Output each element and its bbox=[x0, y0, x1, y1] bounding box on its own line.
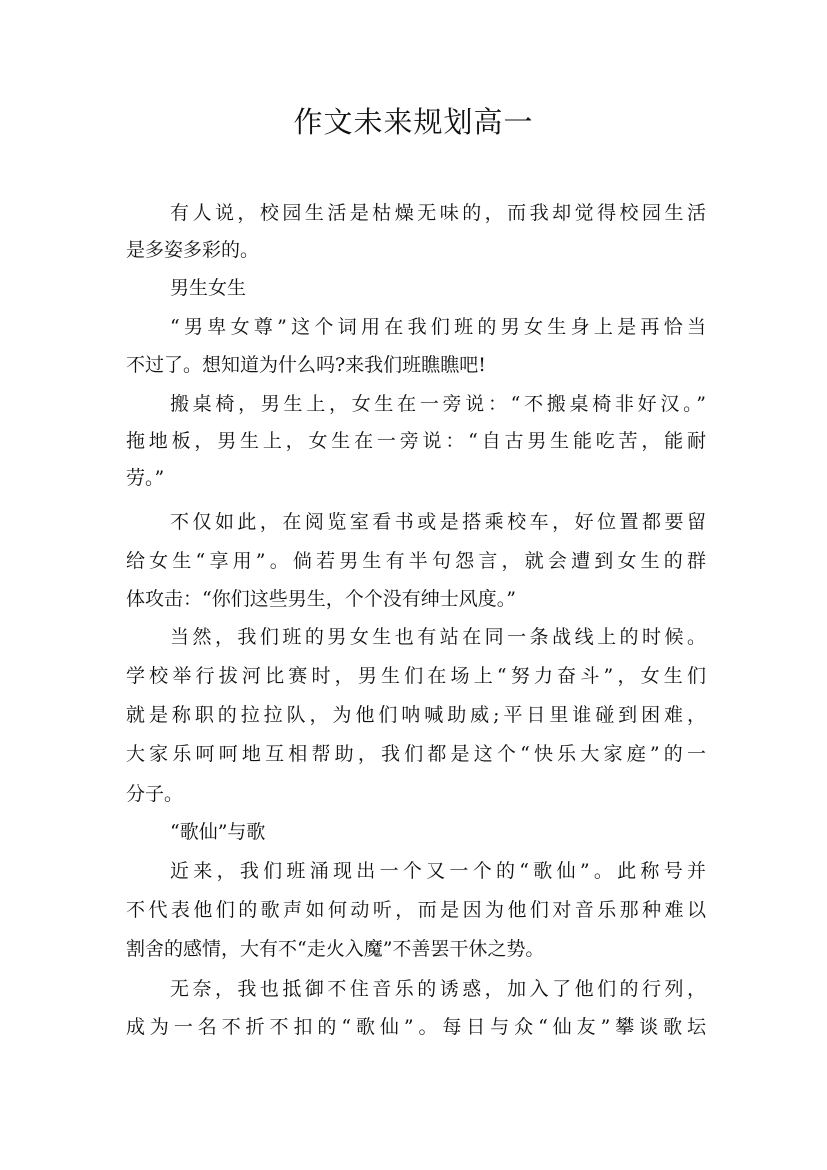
text-line: 不代表他们的歌声如何动听，而是因为他们对音乐那种难以 bbox=[126, 899, 706, 921]
section-heading-song-fairy: “歌仙”与歌 bbox=[170, 821, 266, 843]
text-line: 当然，我们班的男女生也有站在同一条战线上的时候。 bbox=[170, 626, 706, 648]
text-line: 搬桌椅，男生上，女生在一旁说：“不搬桌椅非好汉。” bbox=[170, 393, 706, 415]
text-line: 分子。 bbox=[126, 783, 184, 805]
text-line: 就是称职的拉拉队，为他们呐喊助威;平日里谁碰到困难， bbox=[126, 704, 706, 726]
text-line: 体攻击：“你们这些男生，个个没有绅士风度。” bbox=[126, 588, 516, 610]
text-line: 无奈，我也抵御不住音乐的诱惑，加入了他们的行列， bbox=[170, 978, 706, 1000]
text-line: 不仅如此，在阅览室看书或是搭乘校车，好位置都要留 bbox=[170, 511, 706, 533]
text-line: 近来，我们班涌现出一个又一个的“歌仙”。此称号并 bbox=[170, 860, 706, 882]
text-line: 拖地板，男生上，女生在一旁说：“自古男生能吃苦，能耐 bbox=[126, 430, 706, 452]
text-line: 不过了。想知道为什么吗?来我们班瞧瞧吧! bbox=[126, 354, 486, 376]
section-heading-boys-girls: 男生女生 bbox=[170, 277, 247, 299]
text-line: 给女生“享用”。倘若男生有半句怨言，就会遭到女生的群 bbox=[126, 550, 706, 572]
document-title: 作文未来规划高一 bbox=[293, 105, 534, 139]
text-line: “男卑女尊”这个词用在我们班的男女生身上是再恰当 bbox=[170, 316, 706, 338]
text-line: 是多姿多彩的。 bbox=[126, 239, 260, 261]
text-line: 有人说，校园生活是枯燥无味的，而我却觉得校园生活 bbox=[170, 202, 706, 224]
text-line: 学校举行拔河比赛时，男生们在场上“努力奋斗”，女生们 bbox=[126, 665, 706, 687]
text-line: 成为一名不折不扣的“歌仙”。每日与众“仙友”攀谈歌坛 bbox=[126, 1016, 706, 1038]
text-line: 劳。” bbox=[126, 467, 165, 489]
text-line: 大家乐呵呵地互相帮助，我们都是这个“快乐大家庭”的一 bbox=[126, 743, 706, 765]
text-line: 割舍的感情，大有不“走火入魔”不善罢干休之势。 bbox=[126, 938, 545, 960]
